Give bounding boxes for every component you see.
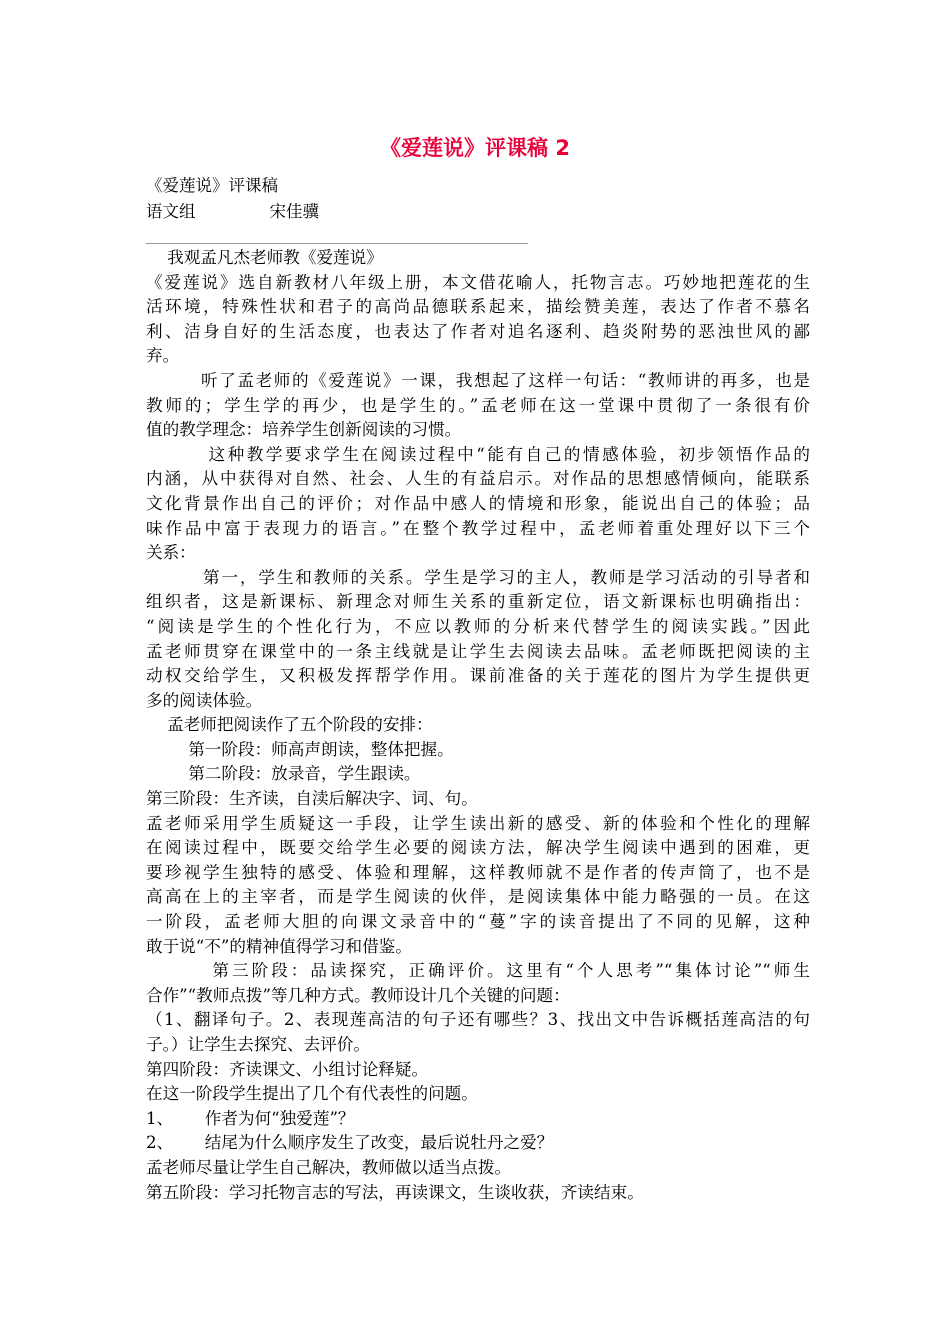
text-line: 动权交给学生，又积极发挥帮学作用。课前准备的关于莲花的图片为学生提供更: [146, 666, 810, 686]
text-line: 教师的；学生学的再少，也是学生的。”孟老师在这一堂课中贯彻了一条很有价: [146, 395, 810, 415]
document-title: 《爱莲说》评课稿 2: [380, 136, 570, 160]
text-line: 利、洁身自好的生活态度，也表达了作者对追名逐利、趋炎附势的恶浊世风的鄙: [146, 321, 810, 341]
text-line: 要珍视学生独特的感受、体验和理解，这样教师就不是作者的传声筒了，也不是: [146, 862, 810, 882]
text-line: 在这一阶段学生提出了几个有代表性的问题。: [146, 1084, 478, 1104]
text-line: 这种教学要求学生在阅读过程中“能有自己的情感体验，初步领悟作品的: [146, 444, 810, 464]
text-line: 在阅读过程中，既要交给学生必要的阅读方法，解决学生阅读中遇到的困难，更: [146, 838, 810, 858]
text-line: 第一阶段：师高声朗读，整体把握。: [146, 739, 454, 759]
text-line: “阅读是学生的个性化行为，不应以教师的分析来代替学生的阅读实践。”因此: [146, 616, 810, 636]
text-line: 子。）让学生去探究、去评价。: [146, 1035, 371, 1054]
header-divider: [146, 243, 528, 244]
text-line: 我观孟凡杰老师教《爱莲说》: [146, 248, 383, 267]
text-line: 《爱莲说》选自新教材八年级上册，本文借花喻人，托物言志。巧妙地把莲花的生: [146, 272, 810, 292]
text-line: 2、 结尾为什么顺序发生了改变，最后说牡丹之爱？: [146, 1133, 554, 1153]
text-line: 文化背景作出自己的评价；对作品中感人的情境和形象，能说出自己的体验；品: [146, 493, 810, 513]
text-line: 活环境，特殊性状和君子的高尚品德联系起来，描绘赞美莲，表达了作者不慕名: [146, 297, 810, 317]
text-line: 第四阶段：齐读课文、小组讨论释疑。: [146, 1059, 429, 1079]
text-line: （1、翻译句子。2、表现莲高洁的句子还有哪些？3、找出文中告诉概括莲高洁的句: [146, 1010, 810, 1030]
text-line: 孟老师把阅读作了五个阶段的安排：: [146, 715, 433, 735]
text-line: 第二阶段：放录音，学生跟读。: [146, 764, 421, 784]
text-line: 关系：: [146, 543, 196, 563]
text-line: 孟老师贯穿在课堂中的一条主线就是让学生去阅读去品味。孟老师既把阅读的主: [146, 641, 810, 661]
author-line: [146, 200, 319, 224]
text-line: 一阶段，孟老师大胆的向课文录音中的“蔓”字的读音提出了不同的见解，这种: [146, 912, 810, 932]
text-line: 值的教学理念：培养学生创新阅读的习惯。: [146, 420, 462, 440]
text-line: 1、 作者为何“独爱莲”？: [146, 1108, 355, 1128]
text-line: 第一，学生和教师的关系。学生是学习的主人，教师是学习活动的引导者和: [146, 567, 810, 587]
text-line: 味作品中富于表现力的语言。”在整个教学过程中，孟老师着重处理好以下三个: [146, 518, 810, 538]
author-name: 宋佳骥: [269, 202, 319, 221]
text-line: 敢于说“不”的精神值得学习和借鉴。: [146, 936, 412, 956]
article-body: [146, 246, 810, 1205]
text-line: 第三阶段：生齐读，自渎后解决字、词、句。: [146, 789, 478, 809]
text-line: 孟老师尽量让学生自己解决，教师做以适当点拨。: [146, 1157, 512, 1177]
doc-name-line: 《爱莲说》评课稿: [146, 176, 278, 195]
text-line: 组织者，这是新课标、新理念对师生关系的重新定位，语文新课标也明确指出：: [146, 592, 810, 612]
group-label: 语文组: [146, 202, 196, 221]
text-line: 听了孟老师的《爱莲说》一课，我想起了这样一句话：“教师讲的再多，也是: [146, 370, 810, 390]
text-line: 内涵，从中获得对自然、社会、人生的有益启示。对作品的思想感情倾向，能联系: [146, 469, 810, 489]
text-line: 第三阶段：品读探究，正确评价。这里有“个人思考”“集体讨论”“师生: [146, 961, 810, 981]
text-line: 高高在上的主宰者，而是学生阅读的伙伴，是阅读集体中能力略强的一员。在这: [146, 887, 810, 907]
text-line: 弃。: [146, 346, 180, 366]
text-line: 孟老师采用学生质疑这一手段，让学生读出新的感受、新的体验和个性化的理解: [146, 813, 810, 833]
text-line: 第五阶段：学习托物言志的写法，再读课文，生谈收获，齐读结束。: [146, 1182, 644, 1202]
text-line: 多的阅读体验。: [146, 690, 263, 710]
text-line: 合作”“教师点拨”等几种方式。教师设计几个关键的问题：: [146, 985, 570, 1005]
